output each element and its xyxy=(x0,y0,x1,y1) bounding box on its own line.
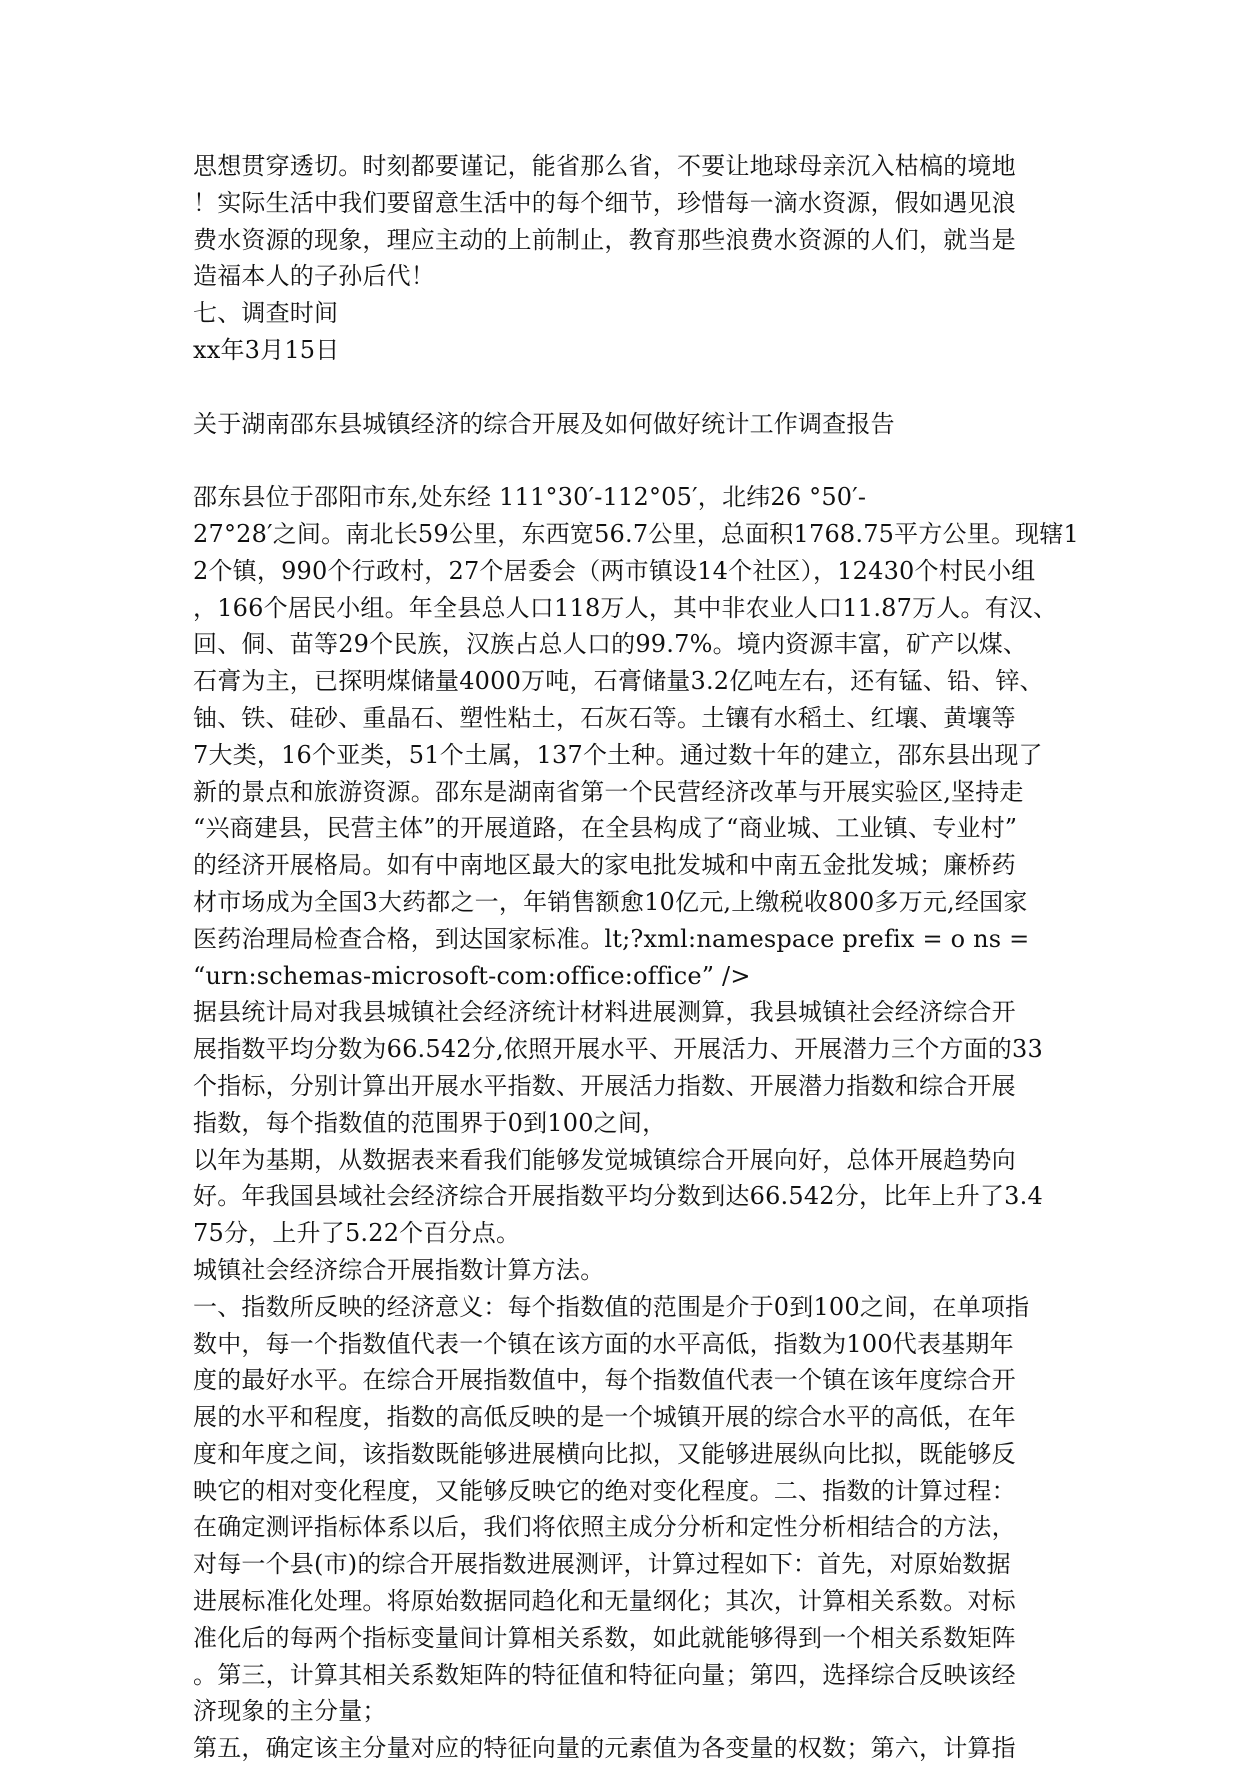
text-line: 材市场成为全国3大药都之一，年销售额愈10亿元,上缴税收800多万元,经国家 xyxy=(193,887,1028,916)
document-body xyxy=(193,148,1080,1767)
text-line: 映它的相对变化程度，又能够反映它的绝对变化程度。二、指数的计算过程： xyxy=(193,1476,1016,1505)
text-line: 度的最好水平。在综合开展指数值中，每个指数值代表一个镇在该年度综合开 xyxy=(193,1366,1016,1395)
text-line: 济现象的主分量； xyxy=(193,1697,387,1726)
text-line: ！实际生活中我们要留意生活中的每个细节，珍惜每一滴水资源，假如遇见浪 xyxy=(193,188,1016,217)
text-line: 展的水平和程度，指数的高低反映的是一个城镇开展的综合水平的高低，在年 xyxy=(193,1403,1016,1432)
text-line: 准化后的每两个指标变量间计算相关系数，如此就能够得到一个相关系数矩阵 xyxy=(193,1623,1016,1652)
text-line: 据县统计局对我县城镇社会经济统计材料进展测算，我县城镇社会经济综合开 xyxy=(193,998,1016,1027)
text-line: 。第三，计算其相关系数矩阵的特征值和特征向量；第四，选择综合反映该经 xyxy=(193,1660,1016,1689)
text-line: 医药治理局检查合格，到达国家标准。lt;?xml:namespace prefix = o ns = xyxy=(193,924,1030,953)
survey-date: xx年3月15日 xyxy=(193,335,340,364)
text-line: ，166个居民小组。年全县总人口118万人，其中非农业人口11.87万人。有汉、 xyxy=(193,593,1058,622)
text-line: 好。年我国县域社会经济综合开展指数平均分数到达66.542分，比年上升了3.4 xyxy=(193,1182,1043,1211)
text-line: 第五，确定该主分量对应的特征向量的元素值为各变量的权数；第六，计算指 xyxy=(193,1734,1016,1763)
text-line: 的经济开展格局。如有中南地区最大的家电批发城和中南五金批发城；廉桥药 xyxy=(193,851,1016,880)
text-line: 27°28′之间。南北长59公里，东西宽56.7公里，总面积1768.75平方公里。现辖1 xyxy=(193,519,1080,548)
text-line: 度和年度之间，该指数既能够进展横向比拟，又能够进展纵向比拟，既能够反 xyxy=(193,1439,1016,1468)
text-line: 铀、铁、硅砂、重晶石、塑性粘土，石灰石等。土镶有水稻土、红壤、黄壤等 xyxy=(193,703,1016,732)
text-line: 75分，上升了5.22个百分点。 xyxy=(193,1219,521,1248)
text-line: 展指数平均分数为66.542分,依照开展水平、开展活力、开展潜力三个方面的33 xyxy=(193,1035,1043,1064)
blank-line xyxy=(193,369,1055,406)
text-line: 一、指数所反映的经济意义：每个指数值的范围是介于0到100之间，在单项指 xyxy=(193,1292,1030,1321)
text-line: 邵东县位于邵阳市东,处东经 111°30′-112°05′，北纬26 °50′- xyxy=(193,483,867,512)
text-line: 指数，每个指数值的范围界于0到100之间， xyxy=(193,1108,667,1137)
text-line: “兴商建县，民营主体”的开展道路，在全县构成了“商业城、工业镇、专业村” xyxy=(193,814,1018,843)
text-line: “urn:schemas-microsoft-com:office:office” /> xyxy=(193,961,751,990)
text-line: 城镇社会经济综合开展指数计算方法。 xyxy=(193,1255,605,1284)
text-line: 造福本人的子孙后代！ xyxy=(193,262,435,291)
text-line: 个指标，分别计算出开展水平指数、开展活力指数、开展潜力指数和综合开展 xyxy=(193,1071,1016,1100)
text-line: 数中，每一个指数值代表一个镇在该方面的水平高低，指数为100代表基期年 xyxy=(193,1329,1014,1358)
text-line: 在确定测评指标体系以后，我们将依照主成分分析和定性分析相结合的方法， xyxy=(193,1513,1016,1542)
section-heading: 七、调查时间 xyxy=(193,299,339,328)
text-line: 思想贯穿透切。时刻都要谨记，能省那么省，不要让地球母亲沉入枯槁的境地 xyxy=(193,152,1016,180)
text-line: 费水资源的现象，理应主动的上前制止，教育那些浪费水资源的人们，就当是 xyxy=(193,225,1016,254)
text-line: 石膏为主，已探明煤储量4000万吨，石膏储量3.2亿吨左右，还有锰、铅、锌、 xyxy=(193,667,1044,696)
text-line: 新的景点和旅游资源。邵东是湖南省第一个民营经济改革与开展实验区,坚持走 xyxy=(193,777,1024,806)
text-line: 2个镇，990个行政村，27个居委会（两市镇设14个社区），12430个村民小组 xyxy=(193,556,1036,585)
text-line: 7大类，16个亚类，51个土属，137个土种。通过数十年的建立，邵东县出现了 xyxy=(193,740,1043,769)
text-line: 对每一个县(市)的综合开展指数进展测评，计算过程如下：首先，对原始数据 xyxy=(193,1550,1011,1579)
text-line: 进展标准化处理。将原始数据同趋化和无量纲化；其次，计算相关系数。对标 xyxy=(193,1587,1016,1616)
blank-line xyxy=(193,442,1055,479)
text-line: 以年为基期，从数据表来看我们能够发觉城镇综合开展向好，总体开展趋势向 xyxy=(193,1145,1016,1174)
text-line: 回、侗、苗等29个民族，汉族占总人口的99.7%。境内资源丰富，矿产以煤、 xyxy=(193,630,1028,659)
report-title: 关于湖南邵东县城镇经济的综合开展及如何做好统计工作调查报告 xyxy=(193,409,895,438)
